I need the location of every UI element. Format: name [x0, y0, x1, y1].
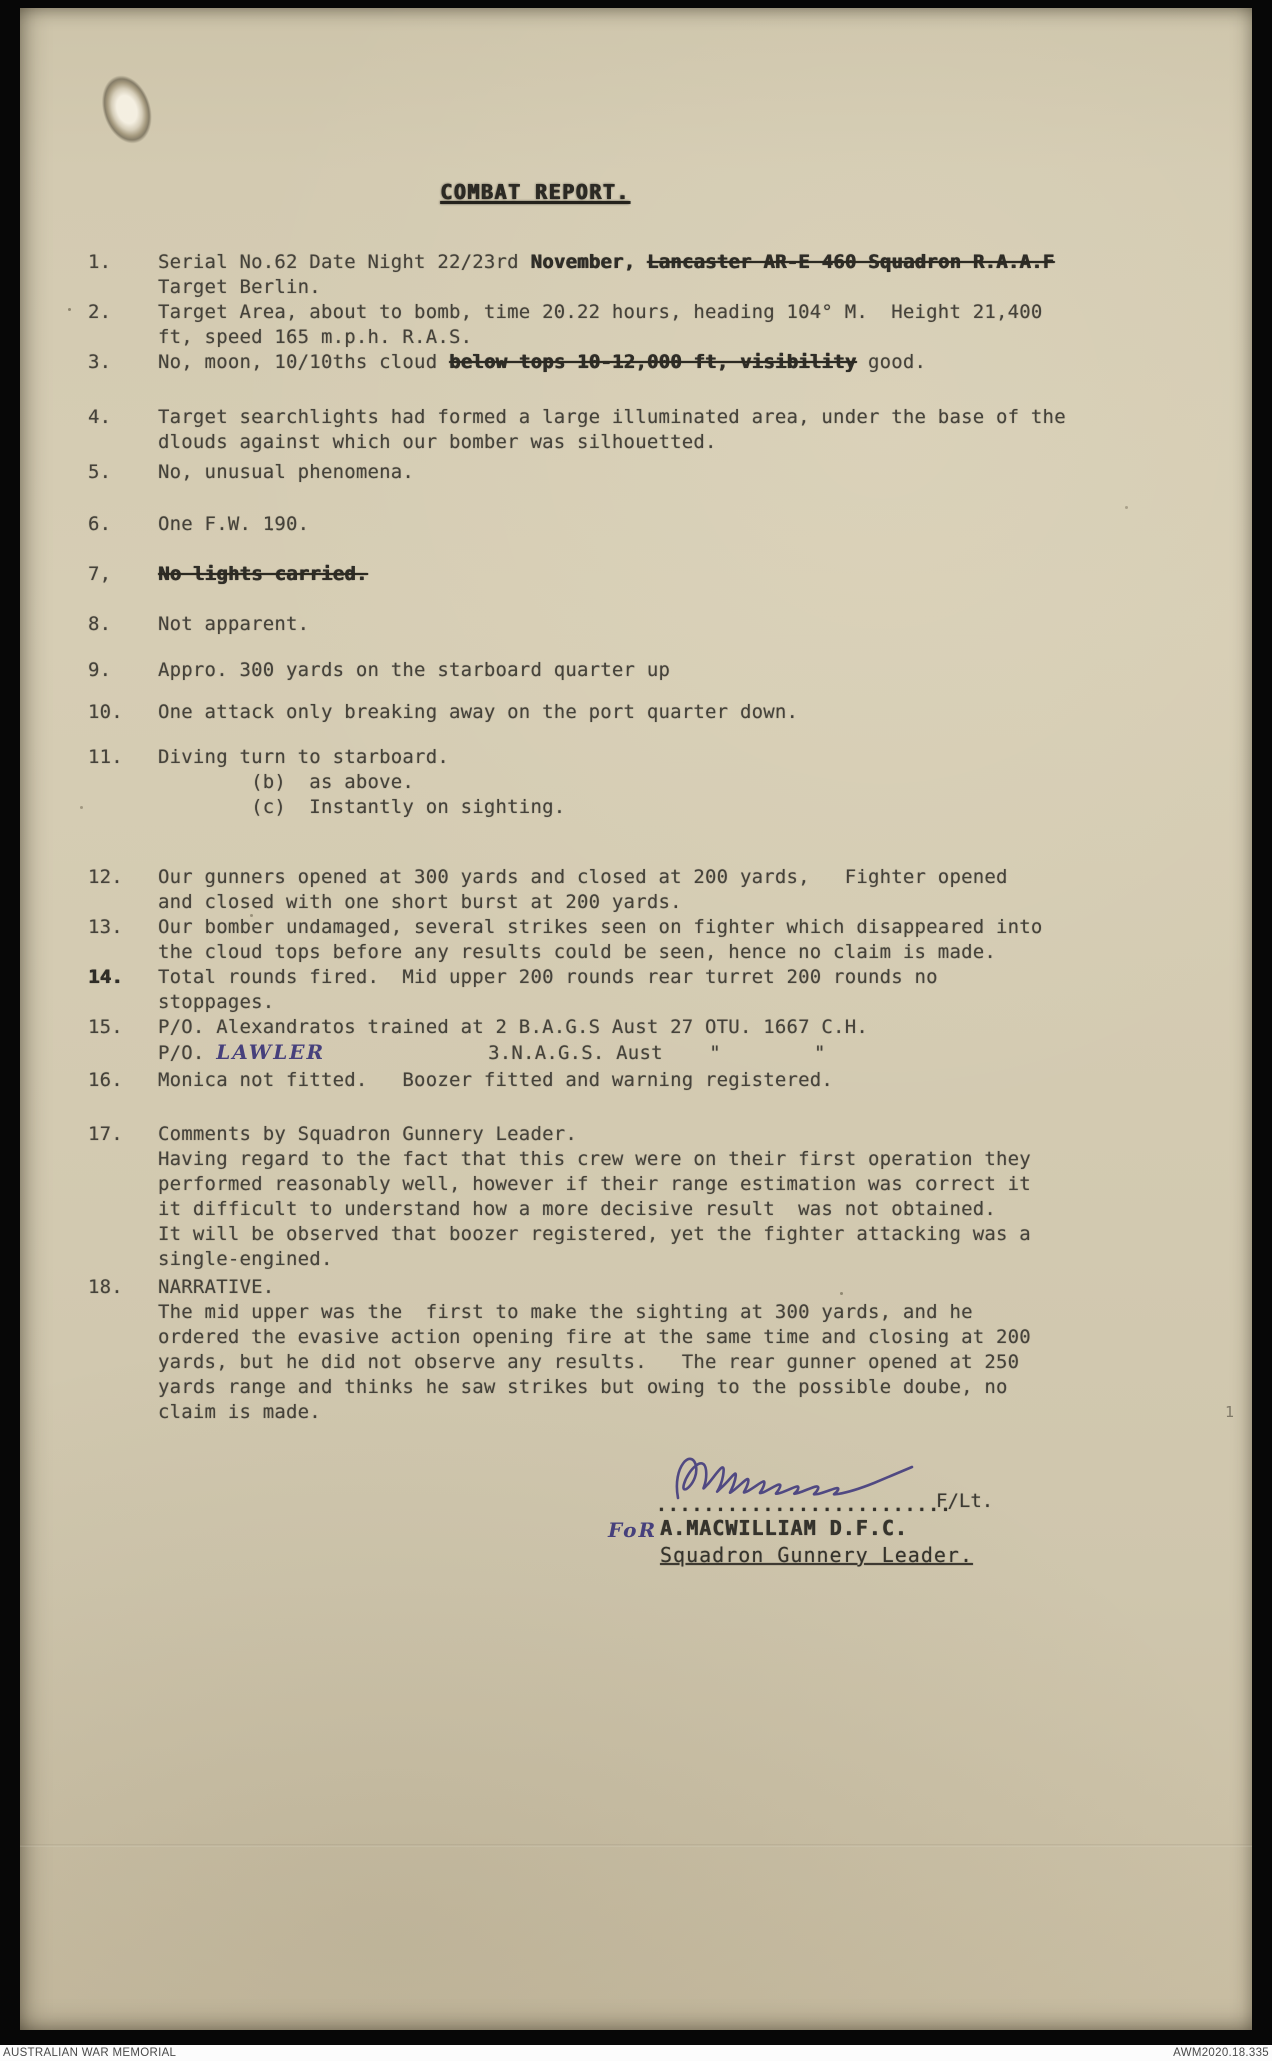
item-number: 15.: [88, 1016, 123, 1038]
report-line: [158, 1400, 1235, 1425]
report-line: [158, 865, 1232, 890]
item-lines: [158, 512, 1232, 537]
report-line: [158, 1068, 1232, 1093]
item-number: 4.: [88, 406, 112, 428]
item-lines: [158, 1015, 1232, 1065]
report-line: [158, 1122, 1232, 1147]
item-lines: [158, 745, 1232, 820]
report-line: [158, 770, 1232, 795]
item-number: 5.: [88, 461, 112, 483]
report-line: [158, 915, 1232, 940]
scanned-combat-report-page: [20, 8, 1252, 2030]
typewritten-text: 3.N.A.G.S. Aust " ": [325, 1042, 826, 1064]
typewritten-text: Monica not fitted. Boozer fitted and warning registered.: [158, 1069, 834, 1091]
report-line: [158, 350, 1232, 375]
item-number: 1.: [88, 251, 112, 273]
typewritten-text: Lancaster AR-E 460 Squadron R.A.A.F: [646, 251, 1055, 273]
report-line: [158, 512, 1232, 537]
report-line: [158, 405, 1232, 430]
margin-mark: 1: [1225, 1403, 1235, 1421]
report-line: [158, 1222, 1232, 1247]
item-number: 6.: [88, 513, 112, 535]
item-lines: [158, 965, 1232, 1015]
item-number: 14.: [88, 966, 123, 988]
item-lines: [158, 460, 1232, 485]
report-line: [158, 1325, 1232, 1350]
report-line: [158, 250, 1232, 275]
item-number: 13.: [88, 916, 123, 938]
typewritten-text: ordered the evasive action opening fire at the same time and closing at 200: [158, 1326, 1031, 1348]
item-lines: [158, 700, 1232, 725]
report-line: [158, 1350, 1232, 1375]
item-lines: [158, 865, 1232, 915]
typewritten-text: Target Berlin.: [158, 276, 321, 298]
report-line: [158, 1172, 1232, 1197]
typewritten-text: yards, but he did not observe any results. The rear gunner opened at 250: [158, 1351, 1020, 1373]
typewritten-text: Diving turn to starboard.: [158, 746, 449, 768]
signature-rank: F/Lt.: [936, 1490, 994, 1512]
item-number: 18.: [88, 1276, 123, 1298]
typewritten-text: The mid upper was the first to make the sighting at 300 yards, and he: [158, 1301, 973, 1323]
report-line: [158, 1275, 1232, 1300]
signature-officer-name: A.MACWILLIAM D.F.C.: [660, 1516, 908, 1540]
item-lines: [158, 1275, 1235, 1425]
typewritten-text: single-engined.: [158, 1248, 333, 1270]
report-line: [158, 1040, 1232, 1065]
typewritten-text: NARRATIVE.: [158, 1276, 275, 1298]
item-number: 12.: [88, 866, 123, 888]
report-line: [158, 1247, 1232, 1272]
report-line: [158, 325, 1232, 350]
typewritten-text: yards range and thinks he saw strikes but owing to the possible doube, no: [158, 1376, 1008, 1398]
typewritten-text: claim is made.: [158, 1401, 321, 1423]
typewritten-text: the cloud tops before any results could be seen, hence no claim is made.: [158, 941, 997, 963]
typewritten-text: below tops 10-12,000 ft, visibility: [448, 351, 857, 373]
item-lines: [158, 250, 1232, 300]
typewritten-text: good.: [856, 351, 927, 373]
report-line: [158, 990, 1232, 1015]
item-lines: [158, 612, 1232, 637]
typewritten-text: It will be observed that boozer registered, yet the fighter attacking was a: [158, 1223, 1031, 1245]
item-number: 11.: [88, 746, 123, 768]
typewritten-text: Our bomber undamaged, several strikes seen on fighter which disappeared into: [158, 916, 1043, 938]
report-line: [158, 612, 1232, 637]
item-lines: [158, 915, 1232, 965]
item-number: 17.: [88, 1123, 123, 1145]
report-line: [158, 1375, 1232, 1400]
report-line: [158, 275, 1232, 300]
typewritten-text: One F.W. 190.: [158, 513, 310, 535]
typewritten-text: P/O. Alexandratos trained at 2 B.A.G.S Aust 27 OTU. 1667 C.H.: [158, 1016, 868, 1038]
item-lines: [158, 1122, 1232, 1272]
typewritten-text: and closed with one short burst at 200 yards.: [158, 891, 682, 913]
archive-caption-bar: [0, 2045, 1272, 2061]
item-number: 7,: [88, 563, 112, 585]
report-line: [158, 1197, 1232, 1222]
signature-for-label: FoR: [608, 1518, 658, 1542]
typewritten-text: (b) as above.: [158, 771, 415, 793]
typewritten-text: [635, 251, 647, 273]
item-lines: [158, 658, 1232, 683]
item-number: 2.: [88, 301, 112, 323]
typewritten-text: Having regard to the fact that this crew were on their first operation they: [158, 1148, 1031, 1170]
typewritten-text: P/O.: [158, 1042, 217, 1064]
report-line: [158, 965, 1232, 990]
handwritten-text: LAWLER: [216, 1040, 326, 1064]
typewritten-text: Target Area, about to bomb, time 20.22 hours, heading 104° M. Height 21,400: [158, 301, 1043, 323]
typewritten-text: No, moon, 10/10ths cloud: [158, 351, 449, 373]
typewritten-text: performed reasonably well, however if their range estimation was correct it: [158, 1173, 1031, 1195]
archive-accession-number: AWM2020.18.335: [1173, 2047, 1269, 2059]
item-number: 10.: [88, 701, 123, 723]
report-line: [158, 700, 1232, 725]
typewritten-text: November,: [530, 251, 636, 273]
typewritten-text: One attack only breaking away on the port quarter down.: [158, 701, 799, 723]
report-line: [158, 890, 1232, 915]
item-number: 9.: [88, 659, 112, 681]
typewritten-text: No lights carried.: [158, 563, 368, 585]
typewritten-text: stoppages.: [158, 991, 275, 1013]
typewritten-text: No, unusual phenomena.: [158, 461, 415, 483]
report-line: [158, 562, 1232, 587]
typewritten-text: Appro. 300 yards on the starboard quarter up: [158, 659, 671, 681]
item-lines: [158, 562, 1232, 587]
signature-dotted-line: .........................: [656, 1495, 952, 1516]
report-line: [158, 745, 1232, 770]
typewritten-text: dlouds against which our bomber was silhouetted.: [158, 431, 717, 453]
signature-officer-role: Squadron Gunnery Leader.: [660, 1543, 973, 1567]
item-number: 16.: [88, 1069, 123, 1091]
typewritten-text: (c) Instantly on sighting.: [158, 796, 566, 818]
report-line: [158, 1147, 1232, 1172]
typewritten-text: Our gunners opened at 300 yards and closed at 200 yards, Fighter opened: [158, 866, 1008, 888]
report-line: [158, 940, 1232, 965]
report-line: [158, 658, 1232, 683]
page-title: COMBAT REPORT.: [440, 180, 630, 204]
report-line: [158, 300, 1232, 325]
typewritten-text: Comments by Squadron Gunnery Leader.: [158, 1123, 578, 1145]
item-number: 8.: [88, 613, 112, 635]
item-lines: [158, 405, 1232, 455]
item-number: 3.: [88, 351, 112, 373]
archive-source-label: AUSTRALIAN WAR MEMORIAL: [3, 2047, 177, 2059]
typewritten-text: Target searchlights had formed a large illuminated area, under the base of the: [158, 406, 1066, 428]
report-line: [158, 1015, 1232, 1040]
typewritten-text: ft, speed 165 m.p.h. R.A.S.: [158, 326, 473, 348]
report-line: [158, 430, 1232, 455]
report-line: [158, 460, 1232, 485]
typewritten-text: Total rounds fired. Mid upper 200 rounds rear turret 200 rounds no: [158, 966, 938, 988]
report-line: [158, 795, 1232, 820]
item-lines: [158, 350, 1232, 375]
typewritten-text: Serial No.62 Date Night 22/23rd: [158, 251, 531, 273]
report-line: [158, 1300, 1232, 1325]
item-lines: [158, 1068, 1232, 1093]
item-lines: [158, 300, 1232, 350]
typewritten-text: it difficult to understand how a more decisive result was not obtained.: [158, 1198, 997, 1220]
report-items: [20, 8, 1252, 2030]
typewritten-text: Not apparent.: [158, 613, 310, 635]
